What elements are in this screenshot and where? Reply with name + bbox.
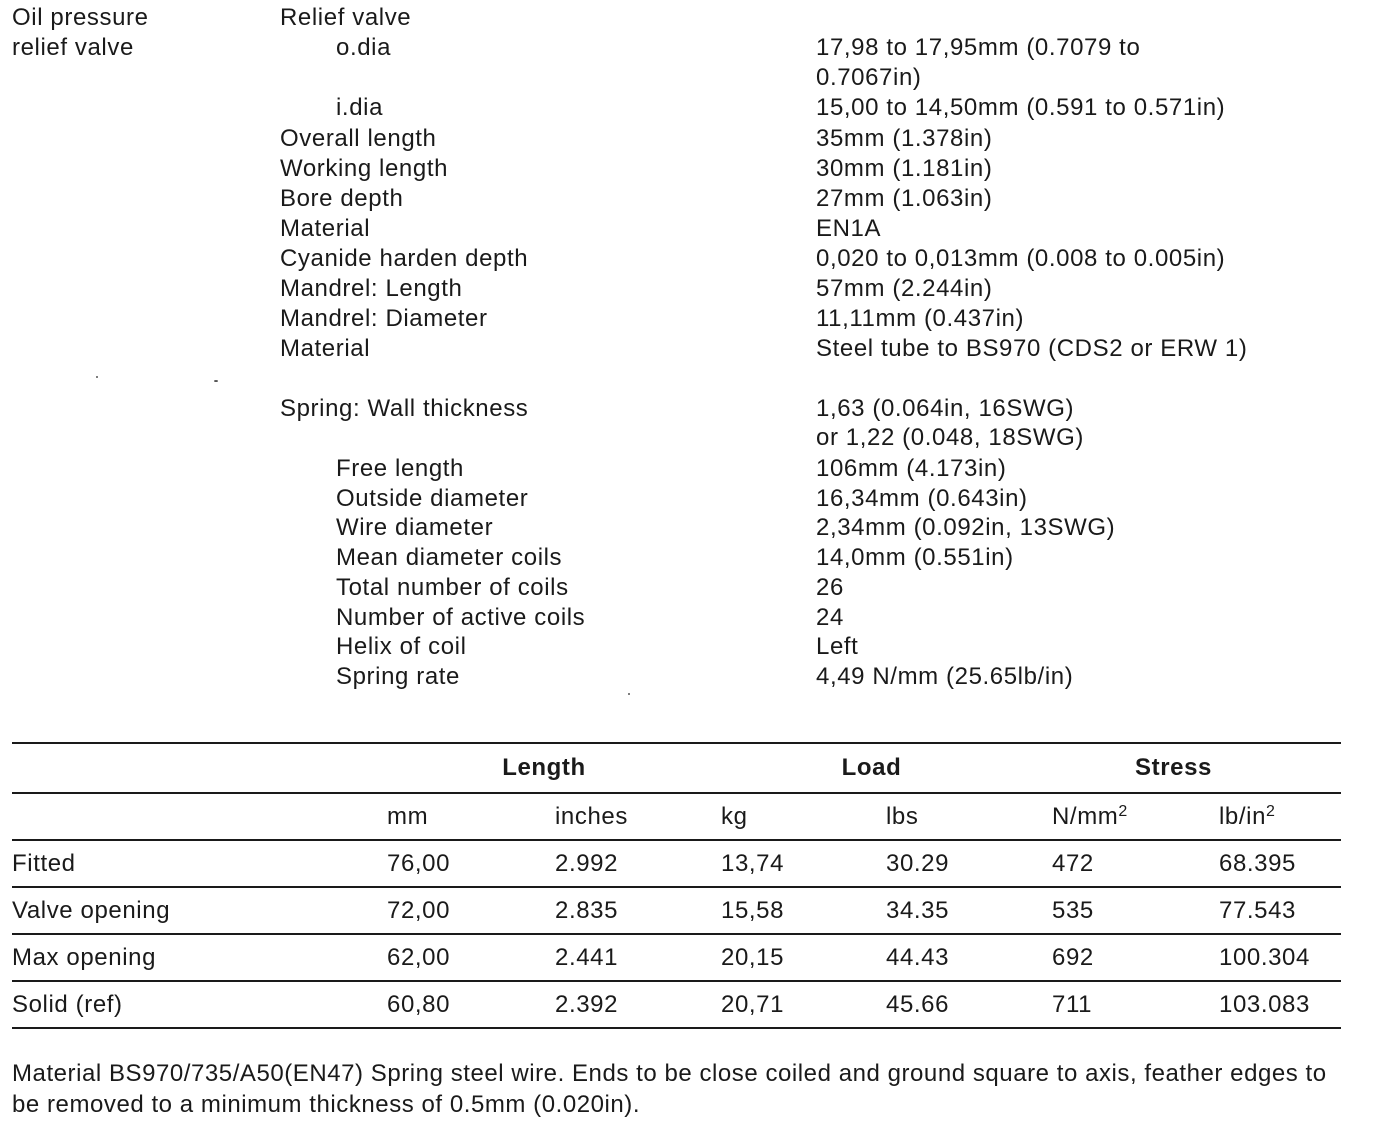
unit-n-per-mm-text: N/mm [1052,802,1119,830]
spec-label: Overall length [280,125,437,152]
idia-label: i.dia [336,94,384,121]
spec-label: Material [280,215,371,242]
table-row [12,887,1341,934]
scan-speck [628,693,630,695]
table-units-row [12,793,1341,840]
spec-label: Cyanide harden depth [280,245,529,272]
cell-lb-per-in2: 100.304 [1219,943,1310,971]
table-row [12,840,1341,887]
cell-n-per-mm2: 692 [1052,943,1094,971]
spring-value: 24 [816,604,844,631]
cell-inches: 2.441 [555,943,619,971]
spring-value: 2,34mm (0.092in, 13SWG) [816,514,1116,541]
spec-label: Bore depth [280,185,404,212]
table-row [12,981,1341,1028]
table-corner-cell [12,743,387,793]
relief-valve-heading: Relief valve [280,4,412,31]
spec-value: 27mm (1.063in) [816,185,993,212]
cell-lb-per-in2: 77.543 [1219,896,1297,924]
cell-mm: 76,00 [387,849,451,877]
cell-kg: 13,74 [721,849,785,877]
spec-value: EN1A [816,215,882,242]
cell-mm: 72,00 [387,896,451,924]
scan-speck [214,380,218,382]
idia-value: 15,00 to 14,50mm (0.591 to 0.571in) [816,94,1226,121]
cell-lb-per-in2: 68.395 [1219,849,1297,877]
spring-value: Left [816,633,859,660]
spring-value: 106mm (4.173in) [816,455,1007,482]
unit-kg: kg [721,802,748,830]
cell-mm: 62,00 [387,943,451,971]
spring-label: Mean diameter coils [336,544,563,571]
cell-kg: 20,71 [721,990,785,1018]
spring-label: Spring rate [336,663,460,690]
cell-lb-per-in2: 103.083 [1219,990,1310,1018]
spring-value: 14,0mm (0.551in) [816,544,1014,571]
spec-value: 0,020 to 0,013mm (0.008 to 0.005in) [816,245,1226,272]
odia-label: o.dia [336,34,392,61]
cell-n-per-mm2: 535 [1052,896,1094,924]
row-label: Max opening [12,943,157,971]
cell-kg: 20,15 [721,943,785,971]
cell-kg: 15,58 [721,896,785,924]
cell-lbs: 34.35 [886,896,950,924]
units-row-label-cell [12,793,387,840]
spring-label: Outside diameter [336,485,529,512]
group-header-stress: Stress [1135,754,1212,781]
unit-n-per-mm2 [1052,793,1219,840]
material-footnote: Material BS970/735/A50(EN47) Spring steel wire. Ends to be close coiled and ground square to axis, feather edges to be removed to a minimum thickness of 0.5mm (0.020in). [12,1060,1327,1118]
group-header-length: Length [502,754,586,781]
unit-lbs: lbs [886,802,919,830]
unit-lb-per-in2 [1219,793,1341,840]
spec-label: Working length [280,155,449,182]
spring-value: 4,49 N/mm (25.65lb/in) [816,663,1074,690]
spec-value: 35mm (1.378in) [816,125,993,152]
spec-label: Mandrel: Diameter [280,305,488,332]
section-title-line1: Oil pressure [12,4,149,31]
spec-label: Material [280,335,371,362]
spring-value: 16,34mm (0.643in) [816,485,1028,512]
cell-inches: 2.392 [555,990,619,1018]
spring-label: Helix of coil [336,633,467,660]
spring-value: 26 [816,574,844,601]
cell-n-per-mm2: 472 [1052,849,1094,877]
unit-exponent: 2 [1118,802,1128,820]
unit-mm: mm [387,802,429,830]
cell-inches: 2.835 [555,896,619,924]
unit-exponent: 2 [1266,802,1276,820]
spec-label: Mandrel: Length [280,275,463,302]
table-group-header-row [12,743,1341,793]
spring-wall-value-line2: or 1,22 (0.048, 18SWG) [816,424,1084,451]
unit-inches: inches [555,802,628,830]
cell-lbs: 44.43 [886,943,950,971]
row-label: Solid (ref) [12,990,123,1018]
spec-value: 57mm (2.244in) [816,275,993,302]
spring-load-table [12,742,1341,1029]
spring-wall-label: Spring: Wall thickness [280,395,529,422]
table-row [12,934,1341,981]
row-label: Fitted [12,849,76,877]
cell-mm: 60,80 [387,990,451,1018]
spec-value: 11,11mm (0.437in) [816,305,1025,332]
spec-value: 30mm (1.181in) [816,155,993,182]
spring-label: Number of active coils [336,604,586,631]
cell-lbs: 30.29 [886,849,950,877]
spec-value: Steel tube to BS970 (CDS2 or ERW 1) [816,335,1248,362]
spring-wall-value-line1: 1,63 (0.064in, 16SWG) [816,395,1075,422]
cell-lbs: 45.66 [886,990,950,1018]
row-label: Valve opening [12,896,171,924]
spring-label: Free length [336,455,465,482]
spring-label: Wire diameter [336,514,494,541]
section-title-line2: relief valve [12,34,134,61]
group-header-load: Load [841,754,902,781]
cell-n-per-mm2: 711 [1052,990,1093,1018]
unit-lb-per-in-text: lb/in [1219,802,1267,830]
odia-value-line1: 17,98 to 17,95mm (0.7079 to [816,34,1141,61]
spring-label: Total number of coils [336,574,569,601]
scan-speck [96,376,98,378]
odia-value-line2: 0.7067in) [816,64,922,91]
cell-inches: 2.992 [555,849,619,877]
